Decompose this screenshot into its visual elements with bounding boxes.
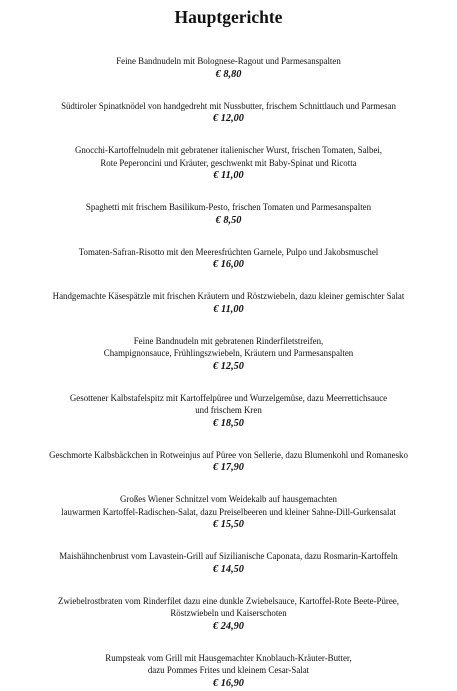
dish-price: € 8,80	[215, 68, 242, 80]
dish-description: Rumpsteak vom Grill mit Hausgemachter Knoblauch-Kräuter-Butter,	[105, 652, 352, 663]
dish-description: Röstzwiebeln und Kaiserschoten	[170, 608, 287, 618]
dish-price: € 15,50	[213, 519, 244, 530]
dish-price: € 16,90	[213, 677, 244, 689]
dish-price: € 14,50	[213, 563, 244, 575]
dish-item	[6, 392, 451, 431]
dish-description: Feine Bandnudeln mit gebratenen Rinderfiletstreifen,	[133, 335, 324, 346]
dish-item	[6, 290, 451, 317]
dish-spacer	[0, 228, 457, 246]
dish-item	[6, 652, 451, 691]
dish-description: und frischem Kren	[195, 405, 262, 415]
dish-description: lauwarmen Kartoffel-Radischen-Salat, dazu Preiselbeeren und kleiner Sahne-Dill-Gurkensalat	[61, 506, 396, 517]
dish-item	[6, 55, 451, 82]
dish-description: dazu Pommes Frites und kleinem Cesar-Salat	[147, 665, 310, 675]
dish-item	[6, 493, 451, 532]
dish-description: Geschmorte Kalbsbäckchen in Rotweinjus auf Püree von Sellerie, dazu Blumenkohl und Romanesko	[49, 449, 408, 460]
dish-spacer	[0, 431, 457, 449]
dish-spacer	[0, 475, 457, 493]
dish-spacer	[0, 183, 457, 201]
dish-spacer	[0, 272, 457, 290]
dish-price: € 11,00	[213, 303, 244, 315]
dish-item	[6, 335, 451, 374]
dish-description: Zwiebelrostbraten vom Rinderfilet dazu eine dunkle Zwiebelsauce, Kartoffel-Rote Beete-Püree,	[58, 595, 399, 606]
dish-item	[6, 449, 451, 476]
dish-description: Champignonsauce, Frühlingszwiebeln, Kräutern und Parmesanspalten	[103, 348, 354, 358]
dish-description: Maishähnchenbrust vom Lavastein-Grill auf Sizilianische Caponata, dazu Rosmarin-Kartoffeln	[59, 551, 398, 561]
dish-description: Gnocchi-Kartoffelnudeln mit gebratener italienischer Wurst, frischen Tomaten, Salbei,	[74, 145, 383, 155]
dish-price: € 18,50	[213, 417, 244, 429]
dish-description: Handgemachte Käsespätzle mit frischen Kräutern und Röstzwiebeln, dazu kleiner gemischter Salat	[52, 291, 405, 301]
dish-spacer	[0, 532, 457, 550]
dish-spacer	[0, 317, 457, 335]
dish-item	[6, 144, 451, 183]
dish-item	[6, 595, 451, 634]
dish-description: Rote Peperoncini und Kräuter, geschwenkt mit Baby-Spinat und Ricotta	[100, 157, 357, 168]
dish-price: € 24,90	[213, 620, 244, 632]
dish-spacer	[0, 374, 457, 392]
dish-description: Tomaten-Safran-Risotto mit den Meeresfrüchten Garnele, Pulpo und Jakobsmuschel	[78, 246, 379, 257]
dish-spacer	[0, 126, 457, 144]
dish-price: € 16,00	[213, 259, 244, 270]
dish-description: Spaghetti mit frischem Basilikum-Pesto, frischen Tomaten und Parmesanspalten	[85, 202, 372, 212]
dish-item	[6, 100, 451, 127]
dish-description: Großes Wiener Schnitzel vom Weidekalb auf hausgemachten	[120, 494, 337, 504]
dish-description: Gesottener Kalbstafelspitz mit Kartoffelpüree und Wurzelgemüse, dazu Meerrettichsauce	[69, 392, 388, 403]
dish-spacer	[0, 634, 457, 652]
dish-item	[6, 246, 451, 273]
dish-spacer	[0, 82, 457, 100]
dish-description: Südtiroler Spinatknödel von handgedreht mit Nussbutter, frischem Schnittlauch und Parmesan	[61, 100, 396, 111]
dish-price: € 11,00	[213, 170, 244, 181]
page-title: Hauptgerichte	[174, 7, 283, 27]
dish-description: Feine Bandnudeln mit Bolognese-Ragout und Parmesanspalten	[116, 56, 341, 66]
dish-price: € 17,90	[213, 462, 244, 473]
dish-price: € 12,00	[213, 113, 244, 124]
dish-price: € 12,50	[213, 360, 244, 372]
dish-spacer	[0, 577, 457, 595]
dish-item	[6, 550, 451, 577]
dish-list	[0, 55, 457, 691]
dish-item	[6, 201, 451, 228]
dish-price: € 8,50	[215, 214, 242, 226]
